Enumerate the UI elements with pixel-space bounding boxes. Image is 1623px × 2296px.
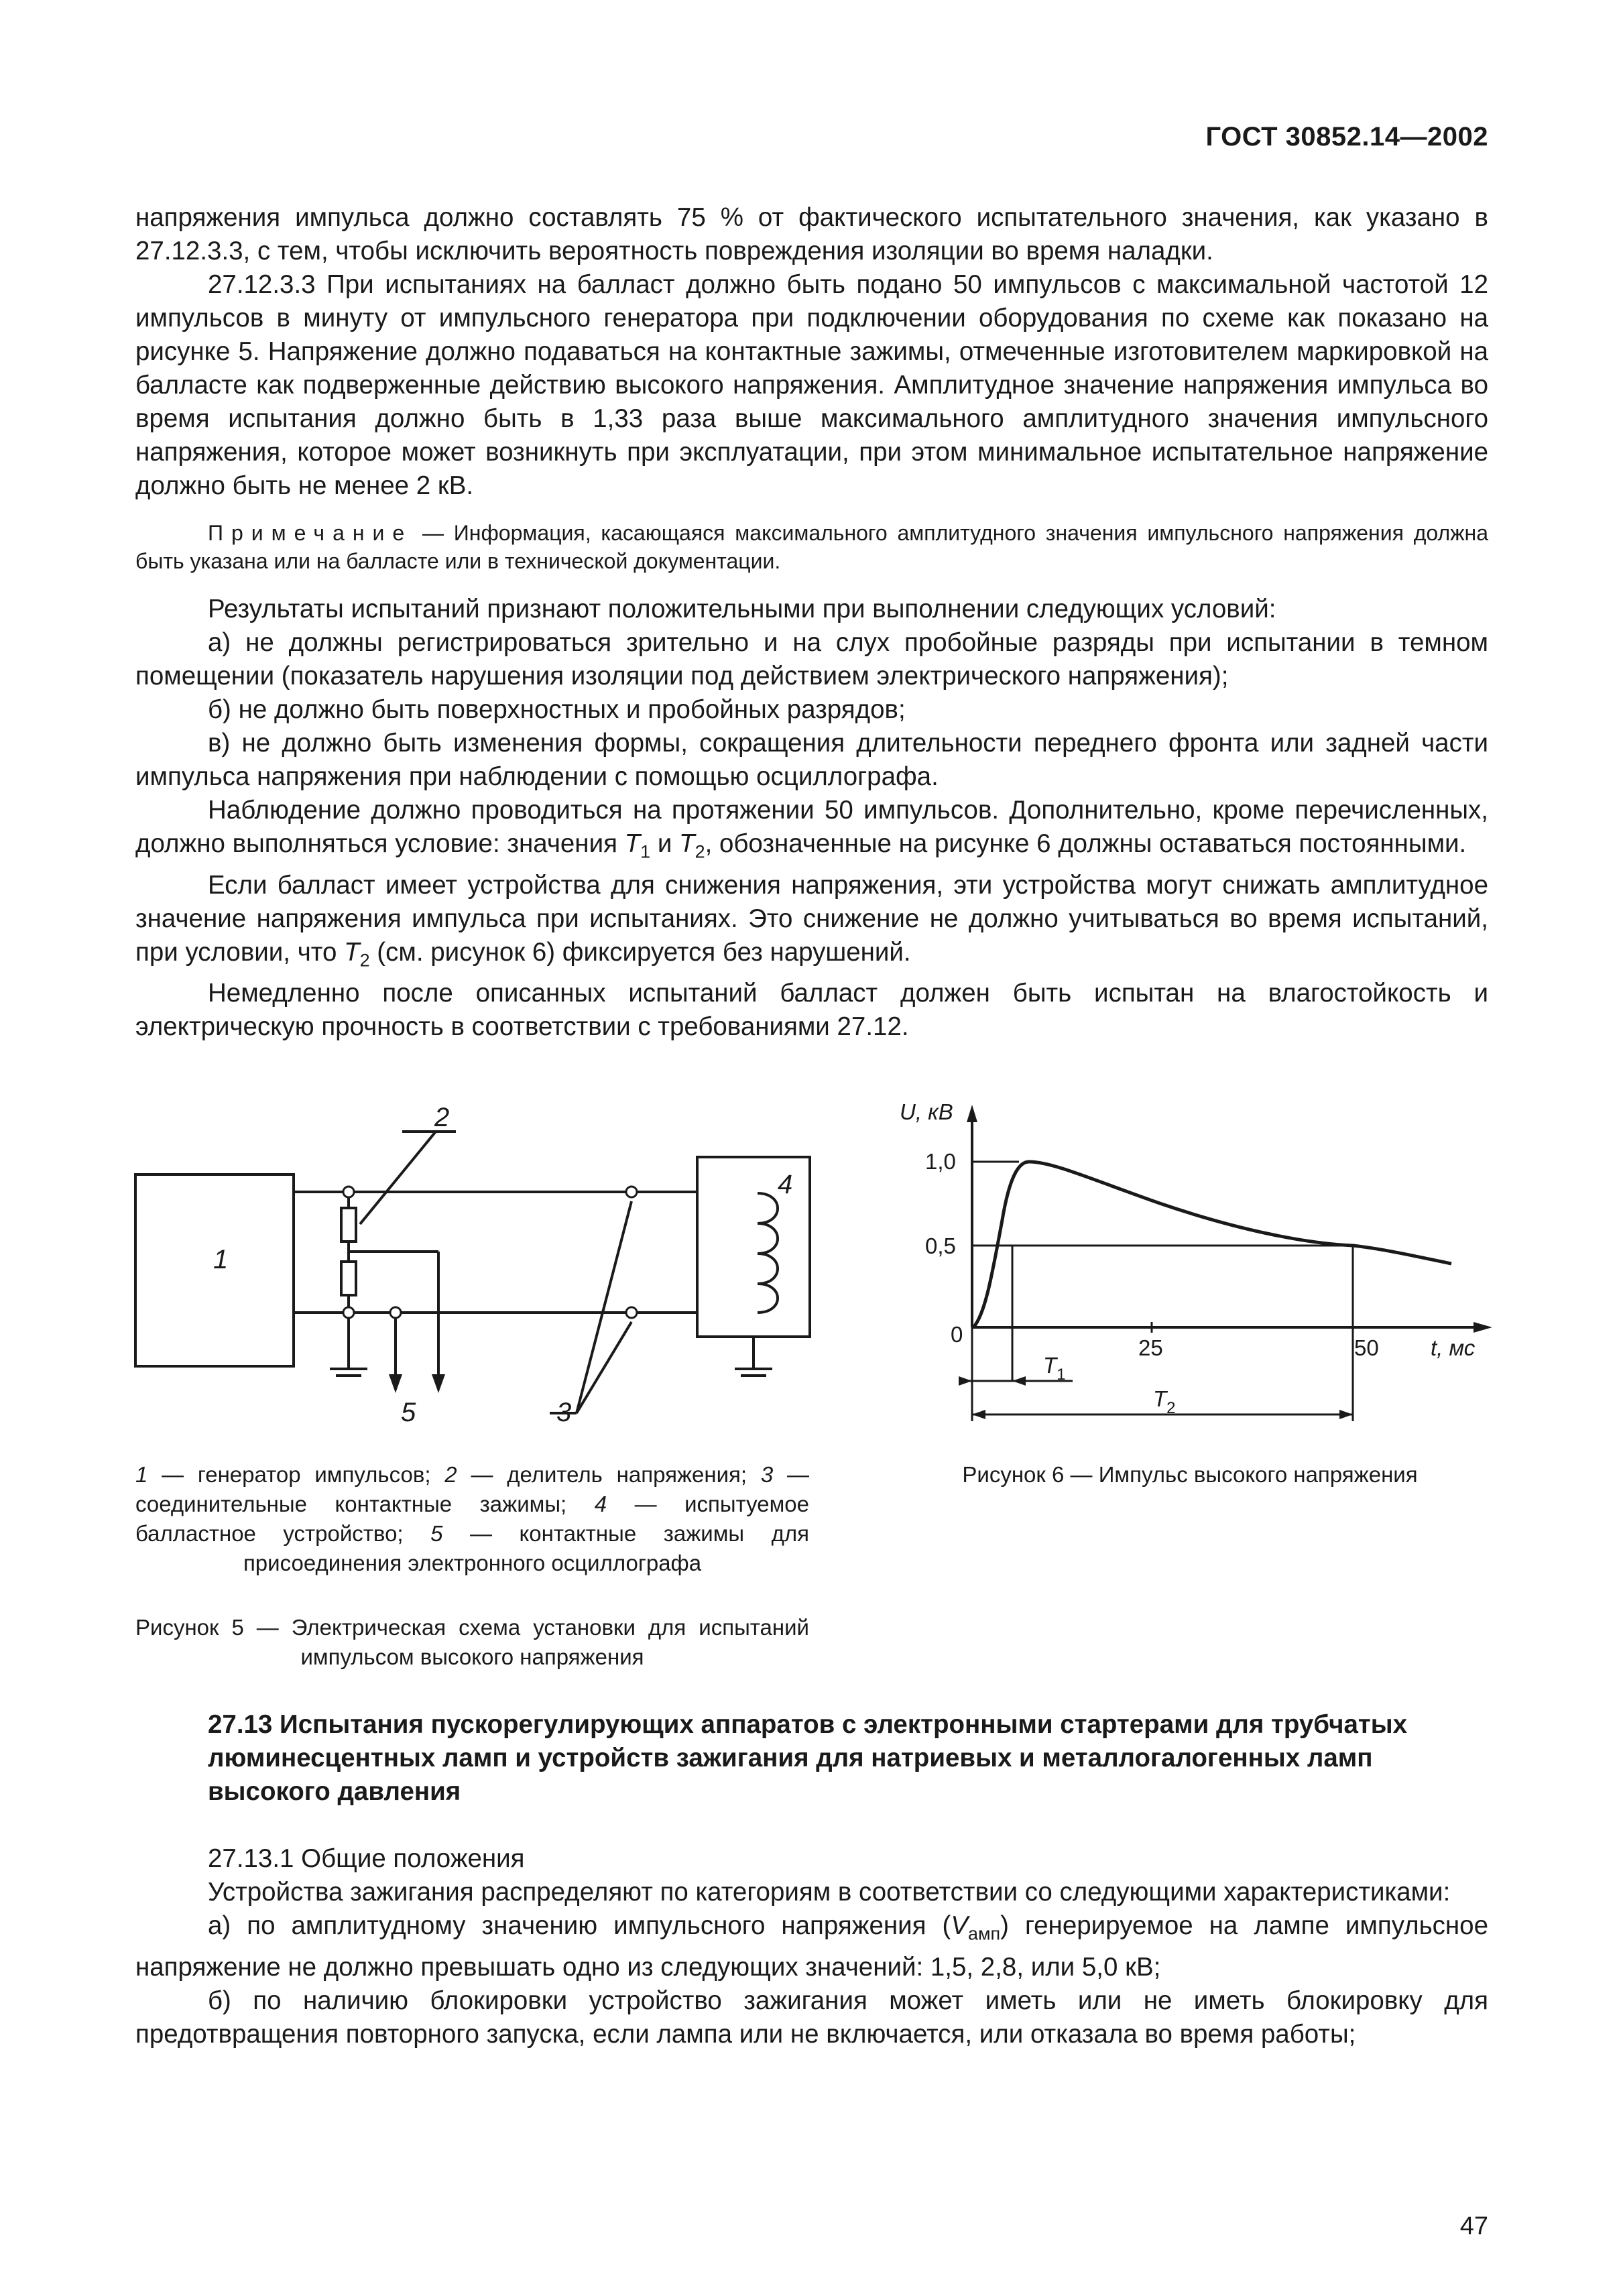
paragraph: 27.12.3.3 При испытаниях на балласт должно быть подано 50 импульсов с максимальной частотой 12 импульсов в минуту от импульсного генератора при подключении оборудования по схеме как показано на рисунке 5. Напряжение должно подаваться на контактные зажимы, отмеченные изготовителем маркировкой на балласте как подверженные действию высокого напряжения. Амплитудное значение напряжения импульса во время испытания должно быть в 1,33 раза выше максимального амплитудного значения импульсного напряжения, которое может возникнуть при эксплуатации, при этом минимальное испытательное напряжение должно быть не менее 2 кВ. [135,270,1488,500]
y-tick: 1,0 [925,1149,956,1174]
figure-5-circuit [121,1093,831,1448]
paragraph: Немедленно после описанных испытаний балласт должен быть испытан на влагостойкость и электрическую прочность в соответствии с требованиями 27.12. [135,979,1488,1042]
page-number: 47 [1459,2212,1488,2240]
label-generator: 1 [213,1245,229,1274]
t2-label: $T_2$ [1153,1386,1176,1417]
note-label: Примечание [208,521,413,545]
figure-6-caption: Рисунок 6 — Импульс высокого напряжения [962,1462,1418,1487]
label-divider: 2 [434,1103,450,1132]
paragraph: Устройства зажигания распределяют по категориям в соответствии со следующими характеристиками: [208,1878,1451,1907]
y-axis-label: U, кВ [900,1099,953,1124]
node [343,1307,354,1318]
x-arrow [1474,1322,1492,1333]
figure-5-caption: Рисунок 5 — Электрическая схема установки для испытаний импульсом высокого напряжения [135,1615,809,1669]
paragraph: напряжения импульса должно составлять 75 % от фактического испытательного значения, как указано в 27.12.3.3, с тем, чтобы исключить вероятность повреждения изоляции во время наладки. [135,203,1488,265]
paragraph: Результаты испытаний признают положительными при выполнении следующих условий: [208,595,1276,623]
paragraph: в) не должно быть изменения формы, сокращения длительности переднего фронта или задней части импульса напряжения при наблюдении с помощью осциллографа. [135,729,1488,791]
divider-resistor-top [341,1208,356,1242]
x-tick: 25 [1138,1335,1163,1360]
paragraph: Если балласт имеет устройства для снижения напряжения, эти устройства могут снижать амплитудное значение напряжения импульса при испытаниях. Это снижение не должно учитываться во время испытаний, при условии, что $T_2$ (см. рисунок 6) фиксируется без нарушений. [135,870,1488,971]
y-tick: 0 [951,1322,963,1347]
label-terminals: 3 [556,1398,572,1427]
x-axis-label: t, мс [1431,1335,1476,1360]
note [135,519,1488,575]
body-text-top [135,201,1488,1044]
label-scope: 5 [401,1398,416,1427]
note-text: — Информация, касающаяся максимального амплитудного значения импульсного напряжения должна быть указана или на балласте или в технической документации. [135,521,1488,573]
t1-label: $T_1$ [1043,1353,1066,1384]
paragraph: Наблюдение должно проводиться на протяжении 50 импульсов. Дополнительно, кроме перечисленных, должно выполняться условие: значения $T_1$ и $T_2$, обозначенные на рисунке 6 должны оставаться постоянными. [135,796,1488,862]
paragraph: б) по наличию блокировки устройство зажигания может иметь или не иметь блокировку для предотвращения повторного запуска, если лампа или не включается, или отказала во время работы; [135,1986,1488,2049]
node [343,1187,354,1197]
terminal [626,1307,637,1318]
y-tick: 0,5 [925,1233,956,1258]
paragraph: а) по амплитудному значению импульсного напряжения $(V_{амп})$ генерируемое на лампе импульсное напряжение не должно превышать одно из следующих значений: 1,5, 2,8, или 5,0 кВ; [135,1911,1489,1982]
paragraph: б) не должно быть поверхностных и пробойных разрядов; [208,695,906,724]
figure-6-pulse [892,1099,1508,1435]
paragraph: а) не должны регистрироваться зрительно и на слух пробойные разряды при испытании в темном помещении (показатель нарушения изоляции под действием электрического напряжения); [135,628,1488,690]
paragraph: 27.13.1 Общие положения [208,1844,525,1873]
terminal [626,1187,637,1197]
body-text-bottom [135,1842,1488,2051]
ballast-box [697,1157,810,1337]
label-ballast: 4 [778,1170,793,1199]
document-code: ГОСТ 30852.14—2002 [1205,122,1488,152]
figure-5-legend: 1 — генератор импульсов; 2 — делитель напряжения; 3 — соединительные контактные зажимы; 4 — испытуемое балластное устройство; 5 — контактные зажимы для присоединения электронного осциллографа [135,1462,810,1575]
node [390,1307,401,1318]
ballast-coil [758,1193,778,1313]
divider-resistor-bottom [341,1262,356,1295]
x-tick: 50 [1354,1335,1379,1360]
y-arrow [967,1105,977,1122]
section-heading: 27.13 Испытания пускорегулирующих аппаратов с электронными стартерами для трубчатых люминесцентных ламп и устройств зажигания для натриевых и металлогалогенных ламп высокого давления [208,1710,1408,1806]
